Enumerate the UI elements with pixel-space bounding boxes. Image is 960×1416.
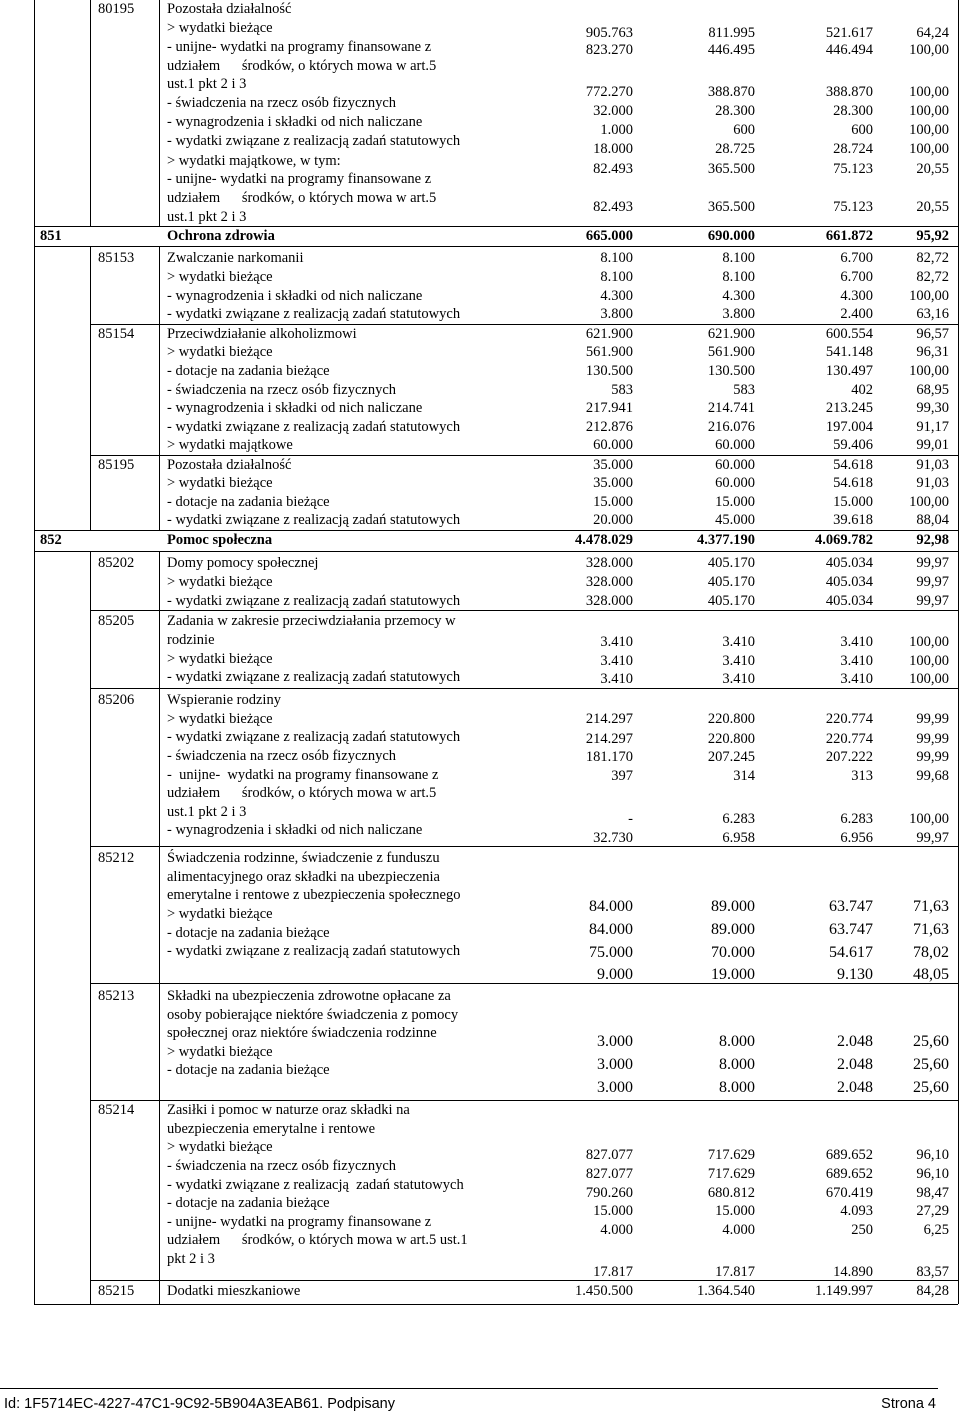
- row-description: > wydatki bieżące: [167, 20, 273, 36]
- row-description: > wydatki bieżące: [167, 1139, 273, 1155]
- value-percent: 100,00: [909, 494, 949, 510]
- row-code: 85215: [98, 1283, 135, 1299]
- value-plan: 1.000: [600, 122, 633, 138]
- value-percent: 100,00: [909, 288, 949, 304]
- row-description: Wspieranie rodziny: [167, 692, 281, 708]
- value-after-changes: 89.000: [711, 898, 755, 915]
- value-plan: 827.077: [585, 1147, 633, 1163]
- table-rule: [34, 1304, 958, 1305]
- table-left-border: [34, 0, 35, 1304]
- value-executed: 3.410: [840, 653, 873, 669]
- value-percent: 99,01: [916, 437, 949, 453]
- value-after-changes: 365.500: [707, 199, 755, 215]
- value-plan: 82.493: [593, 199, 633, 215]
- value-percent: 88,04: [916, 512, 949, 528]
- value-plan: 15.000: [593, 494, 633, 510]
- value-percent: 48,05: [913, 966, 949, 983]
- row-description: - unijne- wydatki na programy finansowane z: [167, 767, 439, 783]
- value-percent: 82,72: [916, 250, 949, 266]
- value-after-changes: 600: [733, 122, 755, 138]
- value-executed: 213.245: [825, 400, 873, 416]
- row-code: 85213: [98, 988, 135, 1004]
- row-description: - wydatki związane z realizacją zadań statutowych: [167, 1177, 464, 1193]
- value-executed: 59.406: [833, 437, 873, 453]
- row-description: - dotacje na zadania bieżące: [167, 1062, 330, 1078]
- section-value-plan: 665.000: [585, 228, 633, 244]
- value-executed: 63.747: [829, 921, 873, 938]
- value-percent: 100,00: [909, 122, 949, 138]
- value-percent: 99,97: [916, 830, 949, 846]
- value-plan: 217.941: [585, 400, 633, 416]
- value-plan: 621.900: [585, 326, 633, 342]
- row-description: - wydatki związane z realizacją zadań statutowych: [167, 419, 461, 435]
- row-description: rodzinie: [167, 632, 215, 648]
- value-plan: 827.077: [585, 1166, 633, 1182]
- value-percent: 100,00: [909, 42, 949, 58]
- value-after-changes: 3.410: [722, 653, 755, 669]
- row-description: > wydatki bieżące: [167, 906, 273, 922]
- value-plan: 18.000: [593, 141, 633, 157]
- value-executed: 2.048: [837, 1079, 873, 1096]
- value-plan: 583: [611, 382, 633, 398]
- value-after-changes: 60.000: [715, 475, 755, 491]
- value-after-changes: 3.410: [722, 671, 755, 687]
- value-after-changes: 45.000: [715, 512, 755, 528]
- value-after-changes: 314: [733, 768, 755, 784]
- value-executed: 541.148: [825, 344, 873, 360]
- row-code: 85212: [98, 850, 135, 866]
- value-after-changes: 17.817: [715, 1264, 755, 1280]
- value-executed: 14.890: [833, 1264, 873, 1280]
- value-percent: 99,97: [916, 593, 949, 609]
- value-after-changes: 561.900: [707, 344, 755, 360]
- value-plan: 181.170: [585, 749, 633, 765]
- value-plan: 130.500: [585, 363, 633, 379]
- value-plan: 214.297: [585, 731, 633, 747]
- value-executed: 54.617: [829, 944, 873, 961]
- value-executed: 220.774: [825, 711, 873, 727]
- value-executed: 521.617: [825, 25, 873, 41]
- table-rule: [34, 551, 958, 552]
- value-percent: 96,10: [916, 1147, 949, 1163]
- value-executed: 9.130: [837, 966, 873, 983]
- value-plan: 3.410: [600, 653, 633, 669]
- value-executed: 4.093: [840, 1203, 873, 1219]
- table-column-divider: [90, 551, 91, 1304]
- value-percent: 100,00: [909, 363, 949, 379]
- value-percent: 96,10: [916, 1166, 949, 1182]
- value-executed: 250: [851, 1222, 873, 1238]
- value-executed: 3.410: [840, 634, 873, 650]
- section-value-executed: 4.069.782: [815, 532, 873, 548]
- value-after-changes: 8.100: [722, 269, 755, 285]
- section-value-percent: 95,92: [916, 228, 949, 244]
- value-executed: 388.870: [825, 84, 873, 100]
- value-after-changes: 28.725: [715, 141, 755, 157]
- value-percent: 6,25: [923, 1222, 949, 1238]
- row-description: udziałem środków, o których mowa w art.5: [167, 190, 437, 206]
- row-description: Zadania w zakresie przeciwdziałania przemocy w: [167, 613, 456, 629]
- section-value-after-changes: 4.377.190: [697, 532, 755, 548]
- value-percent: 63,16: [916, 306, 949, 322]
- value-executed: 15.000: [833, 494, 873, 510]
- value-plan: 905.763: [585, 25, 633, 41]
- value-percent: 20,55: [916, 199, 949, 215]
- value-percent: 99,99: [916, 711, 949, 727]
- value-after-changes: 446.495: [707, 42, 755, 58]
- value-executed: 39.618: [833, 512, 873, 528]
- value-percent: 71,63: [913, 898, 949, 915]
- value-percent: 91,03: [916, 475, 949, 491]
- value-percent: 99,30: [916, 400, 949, 416]
- value-percent: 100,00: [909, 671, 949, 687]
- value-executed: 670.419: [825, 1185, 873, 1201]
- value-plan: 3.410: [600, 634, 633, 650]
- page-number: Strona 4: [881, 1396, 936, 1412]
- value-after-changes: 3.410: [722, 634, 755, 650]
- value-executed: 6.700: [840, 250, 873, 266]
- value-plan: 328.000: [585, 555, 633, 571]
- row-description: udziałem środków, o których mowa w art.5: [167, 58, 437, 74]
- value-percent: 99,99: [916, 731, 949, 747]
- row-description: Pozostała działalność: [167, 1, 292, 17]
- value-plan: 397: [611, 768, 633, 784]
- value-after-changes: 70.000: [711, 944, 755, 961]
- row-description: - dotacje na zadania bieżące: [167, 494, 330, 510]
- value-executed: 2.048: [837, 1056, 873, 1073]
- row-description: - wydatki związane z realizacją zadań statutowych: [167, 133, 461, 149]
- value-after-changes: 1.364.540: [697, 1283, 755, 1299]
- value-executed: 1.149.997: [815, 1283, 873, 1299]
- value-plan: 328.000: [585, 593, 633, 609]
- value-plan: 214.297: [585, 711, 633, 727]
- value-percent: 100,00: [909, 653, 949, 669]
- value-after-changes: 6.958: [722, 830, 755, 846]
- value-percent: 100,00: [909, 811, 949, 827]
- section-value-executed: 661.872: [825, 228, 873, 244]
- value-percent: 100,00: [909, 103, 949, 119]
- row-description: - świadczenia na rzecz osób fizycznych: [167, 95, 397, 111]
- value-executed: 75.123: [833, 161, 873, 177]
- value-plan: 3.410: [600, 671, 633, 687]
- value-plan: 82.493: [593, 161, 633, 177]
- value-percent: 68,95: [916, 382, 949, 398]
- value-plan: 20.000: [593, 512, 633, 528]
- value-plan: 328.000: [585, 574, 633, 590]
- value-executed: 130.497: [825, 363, 873, 379]
- value-executed: 405.034: [825, 574, 873, 590]
- value-executed: 2.048: [837, 1033, 873, 1050]
- value-after-changes: 220.800: [707, 711, 755, 727]
- value-plan: 75.000: [589, 944, 633, 961]
- row-description: społecznej oraz niektóre świadczenia rodzinne: [167, 1025, 437, 1041]
- value-percent: 99,68: [916, 768, 949, 784]
- row-code: 85205: [98, 613, 135, 629]
- value-after-changes: 207.245: [707, 749, 755, 765]
- value-plan: 17.817: [593, 1264, 633, 1280]
- value-after-changes: 8.000: [719, 1079, 755, 1096]
- row-code: 85153: [98, 250, 135, 266]
- row-description: - dotacje na zadania bieżące: [167, 1195, 330, 1211]
- value-percent: 91,17: [916, 419, 949, 435]
- value-percent: 64,24: [916, 25, 949, 41]
- value-percent: 96,57: [916, 326, 949, 342]
- value-plan: 32.000: [593, 103, 633, 119]
- value-after-changes: 15.000: [715, 494, 755, 510]
- value-after-changes: 717.629: [707, 1147, 755, 1163]
- value-plan: 15.000: [593, 1203, 633, 1219]
- value-executed: 446.494: [825, 42, 873, 58]
- page-footer: [0, 1388, 960, 1416]
- value-plan: 35.000: [593, 475, 633, 491]
- value-percent: 25,60: [913, 1033, 949, 1050]
- row-description: > wydatki bieżące: [167, 269, 273, 285]
- row-description: - świadczenia na rzecz osób fizycznych: [167, 748, 397, 764]
- row-description: osoby pobierające niektóre świadczenia z pomocy: [167, 1007, 459, 1023]
- value-percent: 27,29: [916, 1203, 949, 1219]
- value-executed: 600.554: [825, 326, 873, 342]
- value-after-changes: 220.800: [707, 731, 755, 747]
- value-after-changes: 405.170: [707, 555, 755, 571]
- row-description: emerytalne i rentowe z ubezpieczenia społecznego: [167, 887, 461, 903]
- row-code: 80195: [98, 1, 135, 17]
- value-percent: 78,02: [913, 944, 949, 961]
- row-description: Zasiłki i pomoc w naturze oraz składki na: [167, 1102, 410, 1118]
- value-percent: 83,57: [916, 1264, 949, 1280]
- value-executed: 54.618: [833, 457, 873, 473]
- value-plan: 4.300: [600, 288, 633, 304]
- row-description: ust.1 pkt 2 i 3: [167, 804, 247, 820]
- section-code: 851: [40, 228, 62, 244]
- value-plan: 3.000: [597, 1056, 633, 1073]
- section-title: Ochrona zdrowia: [167, 228, 275, 244]
- value-after-changes: 365.500: [707, 161, 755, 177]
- row-description: > wydatki bieżące: [167, 344, 273, 360]
- section-value-plan: 4.478.029: [575, 532, 633, 548]
- value-executed: 405.034: [825, 555, 873, 571]
- table-column-divider: [159, 246, 160, 530]
- value-percent: 98,47: [916, 1185, 949, 1201]
- row-description: - unijne- wydatki na programy finansowane z: [167, 39, 432, 55]
- section-code: 852: [40, 532, 62, 548]
- value-percent: 91,03: [916, 457, 949, 473]
- row-description: > wydatki majątkowe, w tym:: [167, 153, 341, 169]
- value-plan: 212.876: [585, 419, 633, 435]
- value-executed: 207.222: [825, 749, 873, 765]
- value-plan: -: [628, 811, 633, 827]
- row-description: - unijne- wydatki na programy finansowane z: [167, 171, 432, 187]
- value-executed: 405.034: [825, 593, 873, 609]
- value-executed: 63.747: [829, 898, 873, 915]
- value-after-changes: 6.283: [722, 811, 755, 827]
- value-after-changes: 28.300: [715, 103, 755, 119]
- value-after-changes: 811.995: [708, 25, 755, 41]
- value-after-changes: 388.870: [707, 84, 755, 100]
- row-description: - wynagrodzenia i składki od nich naliczane: [167, 288, 423, 304]
- value-after-changes: 405.170: [707, 593, 755, 609]
- row-description: > wydatki majątkowe: [167, 437, 293, 453]
- row-description: - wydatki związane z realizacją zadań statutowych: [167, 593, 461, 609]
- row-description: Zwalczanie narkomanii: [167, 250, 304, 266]
- value-after-changes: 89.000: [711, 921, 755, 938]
- value-plan: 772.270: [585, 84, 633, 100]
- value-executed: 54.618: [833, 475, 873, 491]
- value-plan: 3.800: [600, 306, 633, 322]
- table-column-divider: [159, 0, 160, 226]
- row-description: > wydatki bieżące: [167, 475, 273, 491]
- value-after-changes: 214.741: [707, 400, 755, 416]
- row-description: > wydatki bieżące: [167, 574, 273, 590]
- value-after-changes: 60.000: [715, 457, 755, 473]
- document-id: Id: 1F5714EC-4227-47C1-9C92-5B904A3EAB61. Podpisany: [4, 1396, 395, 1412]
- row-description: - wynagrodzenia i składki od nich naliczane: [167, 114, 423, 130]
- value-plan: 561.900: [585, 344, 633, 360]
- value-executed: 3.410: [840, 671, 873, 687]
- table-right-border: [958, 0, 959, 1304]
- value-plan: 3.000: [597, 1033, 633, 1050]
- row-description: udziałem środków, o których mowa w art.5 ust.1: [167, 1232, 468, 1248]
- value-after-changes: 19.000: [711, 966, 755, 983]
- value-executed: 313: [851, 768, 873, 784]
- row-description: alimentacyjnego oraz składki na ubezpieczenia: [167, 869, 440, 885]
- value-after-changes: 717.629: [707, 1166, 755, 1182]
- value-after-changes: 621.900: [707, 326, 755, 342]
- value-percent: 25,60: [913, 1079, 949, 1096]
- value-after-changes: 405.170: [707, 574, 755, 590]
- value-executed: 75.123: [833, 199, 873, 215]
- value-plan: 84.000: [589, 898, 633, 915]
- value-executed: 4.300: [840, 288, 873, 304]
- value-plan: 84.000: [589, 921, 633, 938]
- row-description: - wynagrodzenia i składki od nich naliczane: [167, 822, 423, 838]
- value-percent: 100,00: [909, 141, 949, 157]
- row-description: - dotacje na zadania bieżące: [167, 363, 330, 379]
- row-code: 85206: [98, 692, 135, 708]
- row-description: - unijne- wydatki na programy finansowane z: [167, 1214, 432, 1230]
- value-percent: 84,28: [916, 1283, 949, 1299]
- value-plan: 60.000: [593, 437, 633, 453]
- value-plan: 4.000: [600, 1222, 633, 1238]
- section-value-after-changes: 690.000: [707, 228, 755, 244]
- value-executed: 2.400: [840, 306, 873, 322]
- value-plan: 35.000: [593, 457, 633, 473]
- row-description: pkt 2 i 3: [167, 1251, 215, 1267]
- row-description: - dotacje na zadania bieżące: [167, 925, 330, 941]
- table-rule: [34, 246, 958, 247]
- value-after-changes: 3.800: [722, 306, 755, 322]
- table-column-divider: [90, 246, 91, 530]
- value-percent: 25,60: [913, 1056, 949, 1073]
- value-percent: 100,00: [909, 84, 949, 100]
- value-executed: 402: [851, 382, 873, 398]
- value-percent: 99,97: [916, 574, 949, 590]
- value-after-changes: 60.000: [715, 437, 755, 453]
- row-code: 85154: [98, 326, 135, 342]
- row-description: Dodatki mieszkaniowe: [167, 1283, 301, 1299]
- row-description: > wydatki bieżące: [167, 1044, 273, 1060]
- row-description: ubezpieczenia emerytalne i rentowe: [167, 1121, 376, 1137]
- value-executed: 28.724: [833, 141, 873, 157]
- value-executed: 197.004: [825, 419, 873, 435]
- value-executed: 6.283: [840, 811, 873, 827]
- value-percent: 99,97: [916, 555, 949, 571]
- row-description: Przeciwdziałanie alkoholizmowi: [167, 326, 357, 342]
- value-executed: 6.956: [840, 830, 873, 846]
- row-description: - świadczenia na rzecz osób fizycznych: [167, 382, 397, 398]
- value-plan: 823.270: [585, 42, 633, 58]
- value-percent: 20,55: [916, 161, 949, 177]
- row-code: 85195: [98, 457, 135, 473]
- section-value-percent: 92,98: [916, 532, 949, 548]
- row-description: - świadczenia na rzecz osób fizycznych: [167, 1158, 397, 1174]
- row-description: udziałem środków, o których mowa w art.5: [167, 785, 437, 801]
- value-plan: 8.100: [600, 269, 633, 285]
- row-description: - wydatki związane z realizacją zadań statutowych: [167, 512, 461, 528]
- row-description: ust.1 pkt 2 i 3: [167, 209, 247, 225]
- row-description: ust.1 pkt 2 i 3: [167, 76, 247, 92]
- value-after-changes: 4.300: [722, 288, 755, 304]
- value-executed: 28.300: [833, 103, 873, 119]
- value-plan: 3.000: [597, 1079, 633, 1096]
- row-description: - wydatki związane z realizacją zadań statutowych: [167, 306, 461, 322]
- row-description: > wydatki bieżące: [167, 711, 273, 727]
- value-percent: 100,00: [909, 634, 949, 650]
- row-description: - wydatki związane z realizacją zadań statutowych: [167, 943, 461, 959]
- value-after-changes: 15.000: [715, 1203, 755, 1219]
- value-plan: 32.730: [593, 830, 633, 846]
- value-executed: 689.652: [825, 1147, 873, 1163]
- section-title: Pomoc społeczna: [167, 532, 273, 548]
- value-after-changes: 8.100: [722, 250, 755, 266]
- value-executed: 6.700: [840, 269, 873, 285]
- row-description: Domy pomocy społecznej: [167, 555, 319, 571]
- row-description: Składki na ubezpieczenia zdrowotne opłacane za: [167, 988, 451, 1004]
- value-after-changes: 680.812: [707, 1185, 755, 1201]
- value-plan: 1.450.500: [575, 1283, 633, 1299]
- row-description: Pozostała działalność: [167, 457, 292, 473]
- value-percent: 71,63: [913, 921, 949, 938]
- value-plan: 790.260: [585, 1185, 633, 1201]
- value-executed: 689.652: [825, 1166, 873, 1182]
- value-after-changes: 8.000: [719, 1033, 755, 1050]
- value-plan: 8.100: [600, 250, 633, 266]
- row-description: Świadczenia rodzinne, świadczenie z funduszu: [167, 850, 440, 866]
- value-plan: 9.000: [597, 966, 633, 983]
- value-percent: 99,99: [916, 749, 949, 765]
- row-description: - wynagrodzenia i składki od nich naliczane: [167, 400, 423, 416]
- table-column-divider: [90, 0, 91, 226]
- value-executed: 600: [851, 122, 873, 138]
- value-after-changes: 583: [733, 382, 755, 398]
- value-executed: 220.774: [825, 731, 873, 747]
- row-code: 85202: [98, 555, 135, 571]
- row-description: - wydatki związane z realizacją zadań statutowych: [167, 729, 461, 745]
- row-description: > wydatki bieżące: [167, 651, 273, 667]
- value-after-changes: 130.500: [707, 363, 755, 379]
- table-column-divider: [159, 551, 160, 1304]
- value-after-changes: 4.000: [722, 1222, 755, 1238]
- value-percent: 96,31: [916, 344, 949, 360]
- row-code: 85214: [98, 1102, 135, 1118]
- value-percent: 82,72: [916, 269, 949, 285]
- footer-rule: [0, 1388, 938, 1389]
- value-after-changes: 216.076: [707, 419, 755, 435]
- row-description: - wydatki związane z realizacją zadań statutowych: [167, 669, 461, 685]
- value-after-changes: 8.000: [719, 1056, 755, 1073]
